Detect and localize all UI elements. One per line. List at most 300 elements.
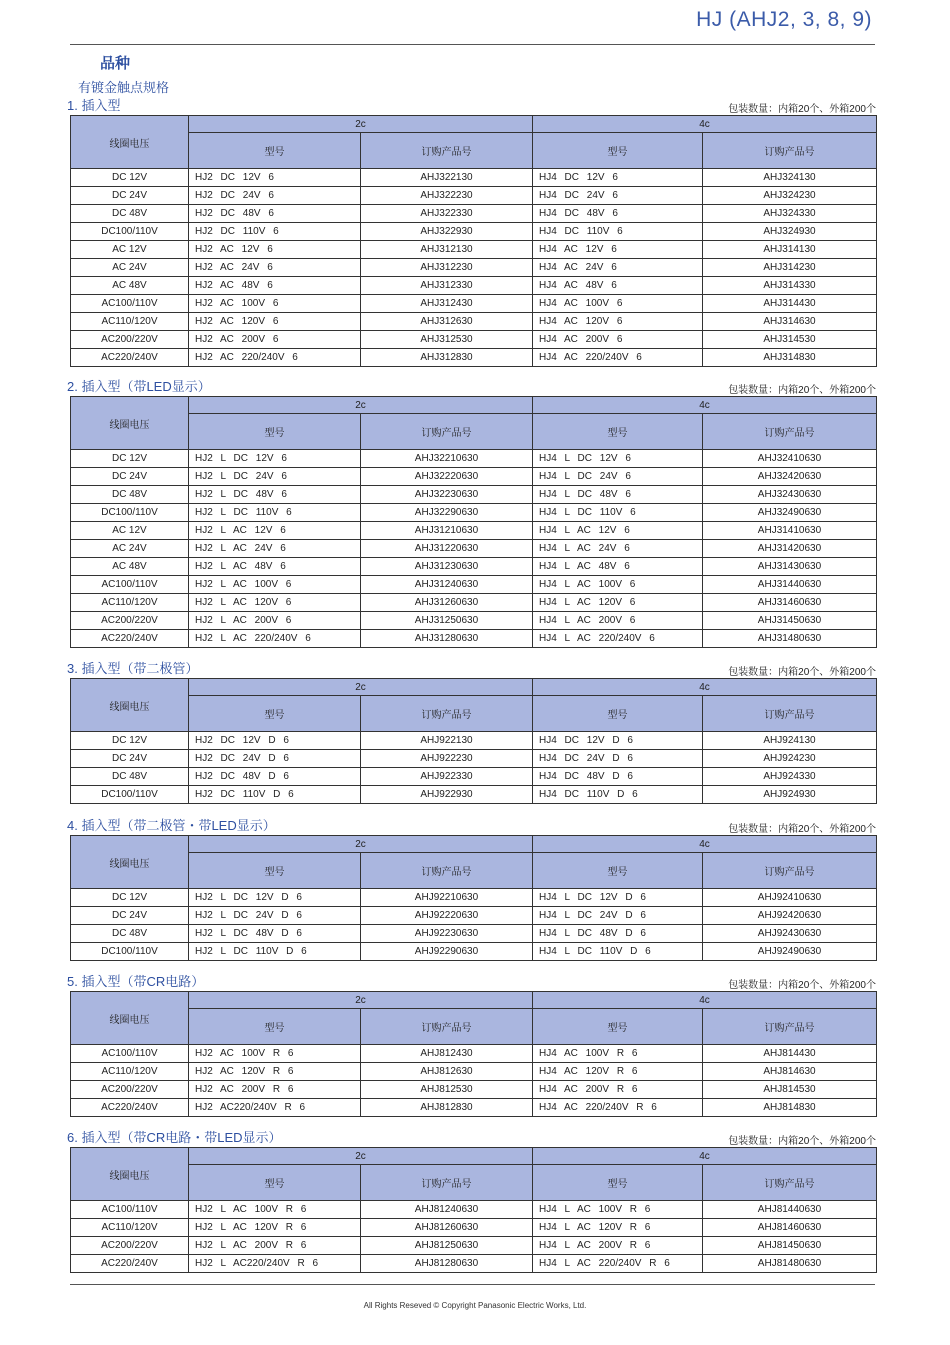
group-4c-header: 4c [533, 992, 877, 1009]
model-4c-header: 型号 [533, 414, 703, 450]
model-2c-header: 型号 [189, 414, 361, 450]
coil-voltage-header: 线圈电压 [71, 992, 189, 1045]
model-2c-cell: HJ2 L AC 120V R 6 [189, 1219, 361, 1237]
page-header-title: HJ (AHJ2, 3, 8, 9) [696, 8, 872, 31]
table-group-header-row [71, 836, 877, 853]
model-4c-cell: HJ4 L AC 100V 6 [533, 576, 703, 594]
model-4c-cell: HJ4 DC 24V D 6 [533, 750, 703, 768]
order-no-2c-cell: AHJ312830 [361, 349, 533, 367]
table-row [71, 223, 877, 241]
order-no-4c-cell: AHJ314130 [703, 241, 877, 259]
model-4c-header: 型号 [533, 1165, 703, 1201]
product-table [70, 1147, 877, 1273]
table-group-header-row [71, 679, 877, 696]
order-no-2c-cell: AHJ81240630 [361, 1201, 533, 1219]
order-no-4c-cell: AHJ314630 [703, 313, 877, 331]
coil-voltage-cell: AC100/110V [71, 1045, 189, 1063]
model-2c-header: 型号 [189, 133, 361, 169]
model-2c-cell: HJ2 AC 24V 6 [189, 259, 361, 277]
section-2 [67, 376, 876, 648]
table-row [71, 169, 877, 187]
table-row [71, 349, 877, 367]
model-2c-cell: HJ2 L DC 12V 6 [189, 450, 361, 468]
order-no-2c-cell: AHJ32290630 [361, 504, 533, 522]
coil-voltage-cell: DC 12V [71, 169, 189, 187]
order-no-2c-cell: AHJ81260630 [361, 1219, 533, 1237]
group-4c-header: 4c [533, 397, 877, 414]
order-no-4c-header: 订购产品号 [703, 696, 877, 732]
order-no-2c-header: 订购产品号 [361, 414, 533, 450]
order-no-4c-header: 订购产品号 [703, 414, 877, 450]
order-no-2c-cell: AHJ32220630 [361, 468, 533, 486]
model-4c-cell: HJ4 L DC 110V 6 [533, 504, 703, 522]
order-no-4c-cell: AHJ314830 [703, 349, 877, 367]
coil-voltage-cell: AC200/220V [71, 331, 189, 349]
coil-voltage-cell: AC220/240V [71, 1099, 189, 1117]
coil-voltage-cell: AC220/240V [71, 630, 189, 648]
order-no-2c-cell: AHJ312230 [361, 259, 533, 277]
coil-voltage-cell: AC100/110V [71, 1201, 189, 1219]
table-row [71, 1099, 877, 1117]
model-2c-cell: HJ2 L DC 110V 6 [189, 504, 361, 522]
model-2c-cell: HJ2 DC 48V D 6 [189, 768, 361, 786]
model-2c-cell: HJ2 AC 100V 6 [189, 295, 361, 313]
model-2c-cell: HJ2 L AC 100V 6 [189, 576, 361, 594]
model-4c-cell: HJ4 L DC 12V D 6 [533, 889, 703, 907]
order-no-2c-cell: AHJ31220630 [361, 540, 533, 558]
order-no-4c-cell: AHJ32420630 [703, 468, 877, 486]
model-2c-header: 型号 [189, 853, 361, 889]
model-2c-cell: HJ2 L AC 12V 6 [189, 522, 361, 540]
table-column-header-row [71, 1009, 877, 1045]
order-no-4c-cell: AHJ324330 [703, 205, 877, 223]
coil-voltage-header: 线圈电压 [71, 1148, 189, 1201]
coil-voltage-cell: AC200/220V [71, 1081, 189, 1099]
order-no-2c-cell: AHJ312130 [361, 241, 533, 259]
table-row [71, 277, 877, 295]
order-no-2c-cell: AHJ31250630 [361, 612, 533, 630]
model-4c-cell: HJ4 L AC 220/240V 6 [533, 630, 703, 648]
group-4c-header: 4c [533, 679, 877, 696]
table-group-header-row [71, 116, 877, 133]
order-no-2c-cell: AHJ81280630 [361, 1255, 533, 1273]
section-header [67, 1127, 876, 1147]
model-4c-header: 型号 [533, 853, 703, 889]
product-table [70, 991, 877, 1117]
model-2c-cell: HJ2 DC 12V D 6 [189, 732, 361, 750]
order-no-2c-cell: AHJ922130 [361, 732, 533, 750]
coil-voltage-cell: AC 48V [71, 558, 189, 576]
model-4c-cell: HJ4 DC 24V 6 [533, 187, 703, 205]
order-no-4c-cell: AHJ324130 [703, 169, 877, 187]
table-group-header-row [71, 992, 877, 1009]
model-2c-cell: HJ2 AC 12V 6 [189, 241, 361, 259]
table-column-header-row [71, 133, 877, 169]
table-row [71, 295, 877, 313]
coil-voltage-cell: DC 12V [71, 889, 189, 907]
order-no-2c-cell: AHJ32230630 [361, 486, 533, 504]
order-no-4c-cell: AHJ81440630 [703, 1201, 877, 1219]
order-no-2c-cell: AHJ81250630 [361, 1237, 533, 1255]
order-no-4c-cell: AHJ31480630 [703, 630, 877, 648]
table-row [71, 889, 877, 907]
order-no-2c-cell: AHJ31280630 [361, 630, 533, 648]
order-no-4c-cell: AHJ324930 [703, 223, 877, 241]
table-row [71, 259, 877, 277]
model-4c-cell: HJ4 DC 12V 6 [533, 169, 703, 187]
model-2c-cell: HJ2 AC220/240V R 6 [189, 1099, 361, 1117]
order-no-2c-cell: AHJ322230 [361, 187, 533, 205]
section-header [67, 658, 876, 678]
table-row [71, 504, 877, 522]
group-2c-header: 2c [189, 836, 533, 853]
product-table [70, 396, 877, 648]
model-4c-cell: HJ4 L AC 100V R 6 [533, 1201, 703, 1219]
coil-voltage-cell: AC100/110V [71, 295, 189, 313]
model-4c-cell: HJ4 DC 12V D 6 [533, 732, 703, 750]
model-4c-cell: HJ4 L AC 12V 6 [533, 522, 703, 540]
model-2c-cell: HJ2 DC 110V D 6 [189, 786, 361, 804]
section-6 [67, 1127, 876, 1273]
coil-voltage-header: 线圈电压 [71, 836, 189, 889]
product-table [70, 678, 877, 804]
section-title: 6. 插入型（带CR电路・带LED显示） [67, 1130, 282, 1145]
order-no-4c-cell: AHJ924230 [703, 750, 877, 768]
model-4c-cell: HJ4 L AC 220/240V R 6 [533, 1255, 703, 1273]
model-2c-cell: HJ2 L DC 48V 6 [189, 486, 361, 504]
section-title: 4. 插入型（带二极管・带LED显示） [67, 818, 276, 833]
table-row [71, 558, 877, 576]
coil-voltage-header: 线圈电压 [71, 116, 189, 169]
coil-voltage-cell: AC220/240V [71, 1255, 189, 1273]
model-4c-cell: HJ4 L AC 200V R 6 [533, 1237, 703, 1255]
model-2c-cell: HJ2 L AC 100V R 6 [189, 1201, 361, 1219]
order-no-2c-cell: AHJ312330 [361, 277, 533, 295]
model-4c-cell: HJ4 AC 100V R 6 [533, 1045, 703, 1063]
group-2c-header: 2c [189, 1148, 533, 1165]
order-no-2c-cell: AHJ92220630 [361, 907, 533, 925]
order-no-4c-cell: AHJ814830 [703, 1099, 877, 1117]
model-2c-cell: HJ2 L DC 110V D 6 [189, 943, 361, 961]
order-no-2c-cell: AHJ322130 [361, 169, 533, 187]
order-no-2c-cell: AHJ92290630 [361, 943, 533, 961]
title-block [78, 52, 169, 96]
coil-voltage-cell: AC 24V [71, 540, 189, 558]
table-row [71, 1219, 877, 1237]
model-2c-cell: HJ2 AC 220/240V 6 [189, 349, 361, 367]
order-no-4c-cell: AHJ814630 [703, 1063, 877, 1081]
order-no-2c-cell: AHJ31210630 [361, 522, 533, 540]
section-header [67, 376, 876, 396]
model-4c-header: 型号 [533, 696, 703, 732]
order-no-4c-cell: AHJ81460630 [703, 1219, 877, 1237]
order-no-2c-header: 订购产品号 [361, 853, 533, 889]
packing-quantity: 包装数量：内箱20个、外箱200个 [728, 980, 876, 991]
model-4c-cell: HJ4 L DC 48V D 6 [533, 925, 703, 943]
section-header [67, 971, 876, 991]
table-column-header-row [71, 1165, 877, 1201]
section-header [67, 815, 876, 835]
table-row [71, 750, 877, 768]
order-no-4c-cell: AHJ31440630 [703, 576, 877, 594]
model-4c-cell: HJ4 DC 110V D 6 [533, 786, 703, 804]
model-2c-cell: HJ2 L AC 24V 6 [189, 540, 361, 558]
packing-quantity: 包装数量：内箱20个、外箱200个 [728, 1136, 876, 1147]
order-no-4c-cell: AHJ31420630 [703, 540, 877, 558]
order-no-4c-cell: AHJ31450630 [703, 612, 877, 630]
section-title: 3. 插入型（带二极管） [67, 661, 199, 676]
section-title: 5. 插入型（带CR电路） [67, 974, 205, 989]
order-no-2c-cell: AHJ312430 [361, 295, 533, 313]
table-group-header-row [71, 1148, 877, 1165]
table-column-header-row [71, 414, 877, 450]
model-2c-cell: HJ2 L DC 24V 6 [189, 468, 361, 486]
model-2c-cell: HJ2 DC 110V 6 [189, 223, 361, 241]
group-4c-header: 4c [533, 836, 877, 853]
order-no-4c-header: 订购产品号 [703, 133, 877, 169]
order-no-4c-cell: AHJ92410630 [703, 889, 877, 907]
main-title: 品种 [100, 55, 131, 72]
order-no-4c-cell: AHJ814530 [703, 1081, 877, 1099]
coil-voltage-cell: AC110/120V [71, 594, 189, 612]
model-4c-cell: HJ4 AC 200V 6 [533, 331, 703, 349]
model-2c-header: 型号 [189, 1165, 361, 1201]
order-no-4c-cell: AHJ314430 [703, 295, 877, 313]
model-2c-cell: HJ2 AC 48V 6 [189, 277, 361, 295]
coil-voltage-cell: AC 12V [71, 522, 189, 540]
order-no-4c-cell: AHJ924330 [703, 768, 877, 786]
section-title: 1. 插入型 [67, 98, 121, 113]
order-no-4c-cell: AHJ32490630 [703, 504, 877, 522]
order-no-4c-cell: AHJ924130 [703, 732, 877, 750]
model-2c-cell: HJ2 AC 120V R 6 [189, 1063, 361, 1081]
table-row [71, 768, 877, 786]
model-4c-cell: HJ4 L DC 48V 6 [533, 486, 703, 504]
section-3 [67, 658, 876, 804]
coil-voltage-cell: AC110/120V [71, 1219, 189, 1237]
coil-voltage-cell: DC100/110V [71, 223, 189, 241]
order-no-2c-cell: AHJ312530 [361, 331, 533, 349]
table-row [71, 1081, 877, 1099]
coil-voltage-cell: DC 12V [71, 732, 189, 750]
order-no-2c-cell: AHJ812430 [361, 1045, 533, 1063]
model-4c-cell: HJ4 AC 220/240V 6 [533, 349, 703, 367]
section-5 [67, 971, 876, 1117]
packing-quantity: 包装数量：内箱20个、外箱200个 [728, 104, 876, 115]
order-no-4c-cell: AHJ92490630 [703, 943, 877, 961]
order-no-4c-cell: AHJ32410630 [703, 450, 877, 468]
table-row [71, 187, 877, 205]
section-title: 2. 插入型（带LED显示） [67, 379, 211, 394]
model-4c-cell: HJ4 AC 24V 6 [533, 259, 703, 277]
model-4c-cell: HJ4 AC 12V 6 [533, 241, 703, 259]
model-2c-cell: HJ2 L AC220/240V R 6 [189, 1255, 361, 1273]
model-2c-cell: HJ2 L DC 24V D 6 [189, 907, 361, 925]
model-4c-cell: HJ4 AC 48V 6 [533, 277, 703, 295]
order-no-4c-header: 订购产品号 [703, 853, 877, 889]
table-row [71, 540, 877, 558]
model-2c-cell: HJ2 AC 200V R 6 [189, 1081, 361, 1099]
order-no-2c-header: 订购产品号 [361, 1165, 533, 1201]
coil-voltage-cell: DC 24V [71, 187, 189, 205]
table-row [71, 468, 877, 486]
order-no-4c-cell: AHJ81450630 [703, 1237, 877, 1255]
product-table [70, 115, 877, 367]
header-divider [70, 44, 875, 45]
order-no-2c-header: 订购产品号 [361, 133, 533, 169]
model-4c-cell: HJ4 AC 200V R 6 [533, 1081, 703, 1099]
model-4c-cell: HJ4 L AC 120V R 6 [533, 1219, 703, 1237]
model-4c-cell: HJ4 DC 48V D 6 [533, 768, 703, 786]
coil-voltage-header: 线圈电压 [71, 397, 189, 450]
packing-quantity: 包装数量：内箱20个、外箱200个 [728, 667, 876, 678]
coil-voltage-header: 线圈电压 [71, 679, 189, 732]
coil-voltage-cell: AC200/220V [71, 1237, 189, 1255]
order-no-4c-cell: AHJ92420630 [703, 907, 877, 925]
packing-quantity: 包装数量：内箱20个、外箱200个 [728, 824, 876, 835]
group-2c-header: 2c [189, 679, 533, 696]
model-4c-cell: HJ4 L AC 24V 6 [533, 540, 703, 558]
order-no-2c-cell: AHJ312630 [361, 313, 533, 331]
order-no-2c-header: 订购产品号 [361, 1009, 533, 1045]
table-row [71, 732, 877, 750]
model-4c-cell: HJ4 DC 110V 6 [533, 223, 703, 241]
order-no-4c-cell: AHJ924930 [703, 786, 877, 804]
table-row [71, 205, 877, 223]
model-2c-cell: HJ2 DC 24V D 6 [189, 750, 361, 768]
coil-voltage-cell: AC 24V [71, 259, 189, 277]
order-no-4c-cell: AHJ92430630 [703, 925, 877, 943]
table-row [71, 1255, 877, 1273]
model-2c-cell: HJ2 L AC 200V 6 [189, 612, 361, 630]
order-no-2c-cell: AHJ31260630 [361, 594, 533, 612]
product-table [70, 835, 877, 961]
table-group-header-row [71, 397, 877, 414]
table-column-header-row [71, 853, 877, 889]
order-no-4c-cell: AHJ324230 [703, 187, 877, 205]
model-4c-cell: HJ4 L DC 24V D 6 [533, 907, 703, 925]
model-2c-cell: HJ2 DC 48V 6 [189, 205, 361, 223]
model-4c-cell: HJ4 L DC 24V 6 [533, 468, 703, 486]
order-no-2c-cell: AHJ922930 [361, 786, 533, 804]
order-no-4c-cell: AHJ31410630 [703, 522, 877, 540]
model-4c-cell: HJ4 AC 220/240V R 6 [533, 1099, 703, 1117]
group-2c-header: 2c [189, 397, 533, 414]
model-4c-cell: HJ4 AC 100V 6 [533, 295, 703, 313]
section-header [67, 95, 876, 115]
coil-voltage-cell: DC 24V [71, 750, 189, 768]
model-2c-cell: HJ2 L AC 48V 6 [189, 558, 361, 576]
model-4c-cell: HJ4 L AC 48V 6 [533, 558, 703, 576]
model-2c-cell: HJ2 AC 120V 6 [189, 313, 361, 331]
order-no-4c-cell: AHJ81480630 [703, 1255, 877, 1273]
table-row [71, 907, 877, 925]
table-row [71, 1045, 877, 1063]
order-no-4c-cell: AHJ814430 [703, 1045, 877, 1063]
table-row [71, 943, 877, 961]
order-no-4c-cell: AHJ31460630 [703, 594, 877, 612]
packing-quantity: 包装数量：内箱20个、外箱200个 [728, 385, 876, 396]
order-no-2c-cell: AHJ322330 [361, 205, 533, 223]
model-2c-header: 型号 [189, 1009, 361, 1045]
model-4c-cell: HJ4 AC 120V R 6 [533, 1063, 703, 1081]
model-4c-cell: HJ4 AC 120V 6 [533, 313, 703, 331]
order-no-2c-cell: AHJ31240630 [361, 576, 533, 594]
coil-voltage-cell: AC 12V [71, 241, 189, 259]
coil-voltage-cell: DC 48V [71, 768, 189, 786]
table-row [71, 1063, 877, 1081]
model-2c-cell: HJ2 L DC 12V D 6 [189, 889, 361, 907]
model-2c-cell: HJ2 AC 100V R 6 [189, 1045, 361, 1063]
section-4 [67, 815, 876, 961]
model-4c-cell: HJ4 L AC 200V 6 [533, 612, 703, 630]
order-no-2c-cell: AHJ32210630 [361, 450, 533, 468]
coil-voltage-cell: AC 48V [71, 277, 189, 295]
model-2c-cell: HJ2 L AC 120V 6 [189, 594, 361, 612]
table-row [71, 1201, 877, 1219]
model-2c-cell: HJ2 DC 12V 6 [189, 169, 361, 187]
table-row [71, 786, 877, 804]
model-4c-header: 型号 [533, 1009, 703, 1045]
coil-voltage-cell: DC 12V [71, 450, 189, 468]
group-4c-header: 4c [533, 1148, 877, 1165]
footer-copyright: All Rights Reseved © Copyright Panasonic Electric Works, Ltd. [363, 1301, 587, 1310]
table-row [71, 241, 877, 259]
model-4c-header: 型号 [533, 133, 703, 169]
coil-voltage-cell: DC 24V [71, 907, 189, 925]
model-2c-cell: HJ2 L AC 200V R 6 [189, 1237, 361, 1255]
sub-title: 有镀金触点规格 [78, 80, 170, 95]
order-no-2c-header: 订购产品号 [361, 696, 533, 732]
model-4c-cell: HJ4 L DC 110V D 6 [533, 943, 703, 961]
coil-voltage-cell: AC110/120V [71, 1063, 189, 1081]
coil-voltage-cell: DC 48V [71, 486, 189, 504]
order-no-4c-cell: AHJ31430630 [703, 558, 877, 576]
coil-voltage-cell: AC110/120V [71, 313, 189, 331]
order-no-2c-cell: AHJ922330 [361, 768, 533, 786]
order-no-2c-cell: AHJ812530 [361, 1081, 533, 1099]
table-column-header-row [71, 696, 877, 732]
model-2c-header: 型号 [189, 696, 361, 732]
model-4c-cell: HJ4 DC 48V 6 [533, 205, 703, 223]
table-row [71, 594, 877, 612]
footer-divider [70, 1284, 875, 1285]
coil-voltage-cell: DC100/110V [71, 943, 189, 961]
order-no-4c-header: 订购产品号 [703, 1165, 877, 1201]
table-row [71, 313, 877, 331]
group-2c-header: 2c [189, 116, 533, 133]
table-row [71, 925, 877, 943]
order-no-2c-cell: AHJ92210630 [361, 889, 533, 907]
table-row [71, 450, 877, 468]
model-2c-cell: HJ2 L AC 220/240V 6 [189, 630, 361, 648]
section-1 [67, 95, 876, 367]
model-2c-cell: HJ2 L DC 48V D 6 [189, 925, 361, 943]
order-no-2c-cell: AHJ812630 [361, 1063, 533, 1081]
coil-voltage-cell: DC100/110V [71, 786, 189, 804]
coil-voltage-cell: AC200/220V [71, 612, 189, 630]
model-4c-cell: HJ4 L DC 12V 6 [533, 450, 703, 468]
table-row [71, 331, 877, 349]
order-no-4c-header: 订购产品号 [703, 1009, 877, 1045]
table-row [71, 630, 877, 648]
model-2c-cell: HJ2 AC 200V 6 [189, 331, 361, 349]
table-row [71, 522, 877, 540]
group-2c-header: 2c [189, 992, 533, 1009]
coil-voltage-cell: DC 48V [71, 925, 189, 943]
table-row [71, 486, 877, 504]
order-no-2c-cell: AHJ922230 [361, 750, 533, 768]
